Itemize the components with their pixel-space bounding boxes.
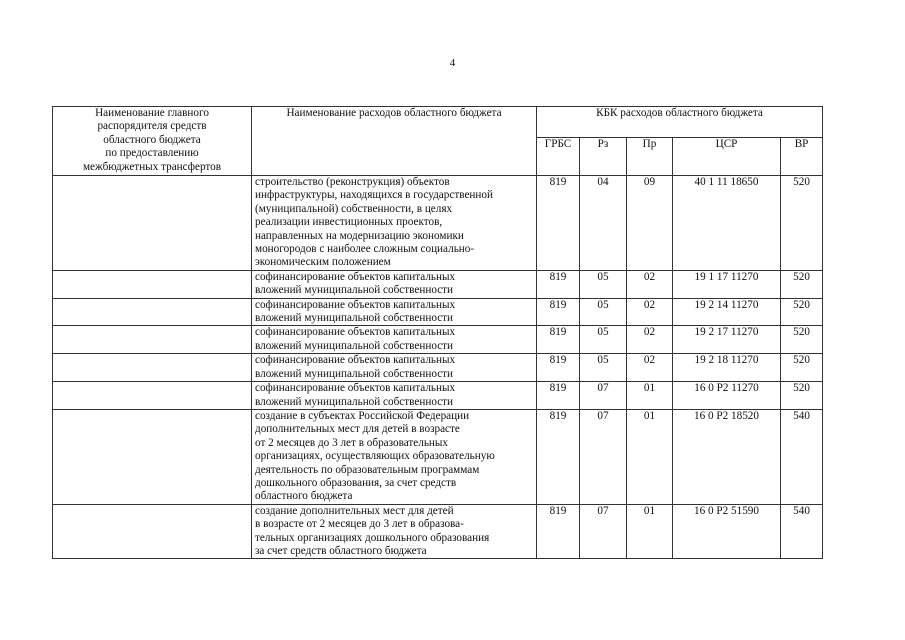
table-row <box>53 382 823 410</box>
header-admin-line: областного бюджета <box>103 133 201 146</box>
expense-name-line: вложений муниципальной собственности <box>255 339 454 352</box>
expense-name-line: экономическим положением <box>255 256 391 269</box>
header-csr: ЦСР <box>673 138 781 176</box>
header-admin-line: распорядителя средств <box>97 120 207 133</box>
pr-cell: 09 <box>627 176 673 271</box>
rz-cell: 04 <box>580 176 627 271</box>
expense-name-line: за счет средств областного бюджета <box>255 544 427 557</box>
header-grbs: ГРБС <box>537 138 580 176</box>
csr-cell: 16 0 P2 18520 <box>673 409 781 504</box>
csr-cell: 19 2 18 11270 <box>673 354 781 382</box>
expense-name-cell <box>252 382 537 410</box>
expense-name-cell <box>252 409 537 504</box>
pr-cell: 02 <box>627 298 673 326</box>
expense-name-line: тельных организациях дошкольного образования <box>255 531 490 544</box>
expense-name-line: вложений муниципальной собственности <box>255 284 454 297</box>
table-header-row <box>53 107 823 138</box>
expense-name-line: деятельность по образовательным программам <box>255 463 480 476</box>
expense-name-line: вложений муниципальной собственности <box>255 312 454 325</box>
admin-cell <box>53 409 252 504</box>
grbs-cell: 819 <box>537 326 580 354</box>
admin-cell <box>53 504 252 559</box>
expense-name-line: софинансирование объектов капитальных <box>255 298 456 311</box>
expense-name-line: инфраструктуры, находящихся в государственной <box>255 189 493 202</box>
header-vr: ВР <box>781 138 823 176</box>
header-admin-line: Наименование главного <box>95 107 209 119</box>
header-kbk: КБК расходов областного бюджета <box>537 107 823 138</box>
rz-cell: 07 <box>580 382 627 410</box>
table-row <box>53 298 823 326</box>
admin-cell <box>53 354 252 382</box>
budget-transfer-table <box>52 106 823 559</box>
pr-cell: 01 <box>627 409 673 504</box>
pr-cell: 02 <box>627 270 673 298</box>
expense-name-line: софинансирование объектов капитальных <box>255 326 456 339</box>
header-admin <box>53 107 252 176</box>
expense-name-line: от 2 месяцев до 3 лет в образовательных <box>255 436 449 449</box>
csr-cell: 19 2 14 11270 <box>673 298 781 326</box>
expense-name-cell <box>252 504 537 559</box>
expense-name-line: моногородов с наиболее сложным социально- <box>255 243 475 256</box>
header-admin-line: по предоставлению <box>105 147 199 160</box>
grbs-cell: 819 <box>537 504 580 559</box>
grbs-cell: 819 <box>537 409 580 504</box>
header-pr: Пр <box>627 138 673 176</box>
table-row <box>53 504 823 559</box>
expense-name-line: (муниципальной) собственности, в целях <box>255 202 453 215</box>
vr-cell: 520 <box>781 176 823 271</box>
admin-cell <box>53 298 252 326</box>
table-row <box>53 326 823 354</box>
expense-name-cell <box>252 354 537 382</box>
rz-cell: 05 <box>580 326 627 354</box>
expense-name-line: вложений муниципальной собственности <box>255 367 454 380</box>
pr-cell: 01 <box>627 382 673 410</box>
vr-cell: 540 <box>781 409 823 504</box>
expense-name-cell <box>252 270 537 298</box>
expense-name-line: организациях, осуществляющих образовательную <box>255 450 495 463</box>
grbs-cell: 819 <box>537 382 580 410</box>
expense-name-line: реализации инвестиционных проектов, <box>255 216 443 229</box>
vr-cell: 520 <box>781 326 823 354</box>
pr-cell: 02 <box>627 354 673 382</box>
table-row <box>53 409 823 504</box>
expense-name-line: направленных на модернизацию экономики <box>255 229 464 242</box>
admin-cell <box>53 382 252 410</box>
expense-name-line: строительство (реконструкция) объектов <box>255 176 450 188</box>
admin-cell <box>53 270 252 298</box>
expense-name-line: софинансирование объектов капитальных <box>255 354 456 367</box>
csr-cell: 19 2 17 11270 <box>673 326 781 354</box>
rz-cell: 07 <box>580 409 627 504</box>
vr-cell: 520 <box>781 270 823 298</box>
expense-name-line: софинансирование объектов капитальных <box>255 270 456 283</box>
csr-cell: 16 0 P2 51590 <box>673 504 781 559</box>
header-admin-line: межбюджетных трансфертов <box>82 160 222 173</box>
header-expense-name: Наименование расходов областного бюджета <box>252 107 537 176</box>
vr-cell: 520 <box>781 354 823 382</box>
pr-cell: 02 <box>627 326 673 354</box>
rz-cell: 05 <box>580 298 627 326</box>
expense-name-line: создание в субъектах Российской Федерации <box>255 409 470 422</box>
expense-name-line: дополнительных мест для детей в возрасте <box>255 423 460 436</box>
pr-cell: 01 <box>627 504 673 559</box>
vr-cell: 520 <box>781 382 823 410</box>
expense-name-cell <box>252 176 537 271</box>
grbs-cell: 819 <box>537 354 580 382</box>
rz-cell: 05 <box>580 270 627 298</box>
grbs-cell: 819 <box>537 270 580 298</box>
admin-cell <box>53 326 252 354</box>
expense-name-line: вложений муниципальной собственности <box>255 395 454 408</box>
vr-cell: 520 <box>781 298 823 326</box>
expense-name-line: в возрасте от 2 месяцев до 3 лет в образова- <box>255 518 464 531</box>
table-row <box>53 176 823 271</box>
rz-cell: 07 <box>580 504 627 559</box>
csr-cell: 19 1 17 11270 <box>673 270 781 298</box>
header-rz: Рз <box>580 138 627 176</box>
csr-cell: 40 1 11 18650 <box>673 176 781 271</box>
csr-cell: 16 0 P2 11270 <box>673 382 781 410</box>
table-row <box>53 270 823 298</box>
grbs-cell: 819 <box>537 298 580 326</box>
expense-name-line: областного бюджета <box>255 490 353 503</box>
expense-name-line: дошкольного образования, за счет средств <box>255 476 457 489</box>
page-number: 4 <box>449 57 456 69</box>
rz-cell: 05 <box>580 354 627 382</box>
table-row <box>53 354 823 382</box>
expense-name-cell <box>252 298 537 326</box>
grbs-cell: 819 <box>537 176 580 271</box>
expense-name-line: софинансирование объектов капитальных <box>255 382 456 395</box>
vr-cell: 540 <box>781 504 823 559</box>
expense-name-line: создание дополнительных мест для детей <box>255 504 454 517</box>
admin-cell <box>53 176 252 271</box>
expense-name-cell <box>252 326 537 354</box>
